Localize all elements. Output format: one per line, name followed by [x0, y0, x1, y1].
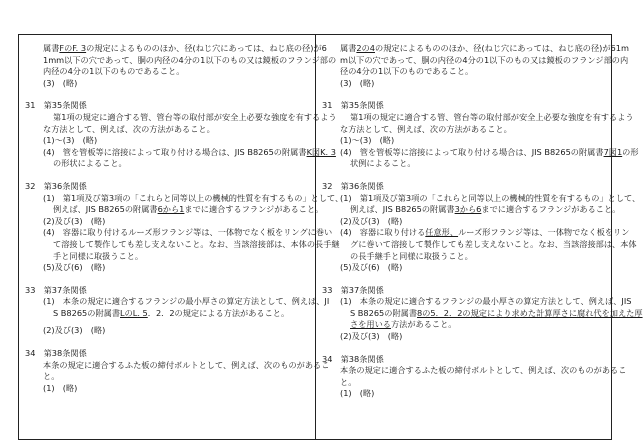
text-line: 状例によること。	[350, 158, 416, 169]
section-title: 33 第37条関係	[25, 284, 87, 295]
item-line: (3) (略)	[340, 77, 375, 88]
item-line: (1) (略)	[340, 388, 375, 399]
item-line: (2)及び(3) (略)	[340, 215, 403, 226]
text-line: 内径の4分の1以下のものであること。	[43, 66, 185, 77]
text-line: の形状によること。	[53, 158, 127, 169]
item-line: (2)及び(3) (略)	[340, 331, 403, 342]
left-column	[25, 43, 344, 394]
text-line: と。	[43, 371, 60, 382]
text-line: 属書FのF. 3の規定によるもののほか、径(ねじ穴にあっては、ねじ底の径)が6	[43, 43, 327, 53]
text-line: (1) 第1項及び第3項の「これらと同等以上の機械的性質を有するもの」として、	[43, 192, 344, 203]
text-line: 第1項の規定に適合する管、管台等の取付部が安全上必要な強度を有するよう	[53, 111, 337, 122]
item-line: (1) (略)	[43, 382, 78, 393]
section-title: 34 第38条関係	[322, 353, 384, 364]
item-line: (4) 管を管板等に溶接によって取り付ける場合は、JIS B8265の附属書7図1の形	[340, 146, 639, 157]
text-line: 本条の規定に適合するふた板の締付ボルトとして、例えば、次のものがあるこ	[340, 365, 627, 376]
comparison-table	[18, 34, 643, 440]
text-line: 1mm以下の穴であって、胴の内径の4分の1以下のもの又は鏡板のフランジ部の	[43, 54, 337, 65]
item-line: (1)～(3) (略)	[340, 135, 395, 146]
text-line: 手と同様に取扱うこと。	[53, 250, 144, 261]
item-line: (5)及び(6) (略)	[43, 262, 106, 273]
item-line: (1)～(3) (略)	[43, 135, 98, 146]
text-line: (4) 容器に取り付ける任意形、ルーズ形フランジ等は、一体物でなく板をリン	[340, 227, 630, 238]
text-line: グに巻いて溶接して製作しても差し支えないこと。なお、当該溶接部は、本体	[350, 238, 637, 249]
text-line: (1) 第1項及び第3項の「これらと同等以上の機械的性質を有するもの」として、	[340, 192, 641, 203]
text-line: 本条の規定に適合するふた板の締付ボルトとして、例えば、次のものがあるこ	[43, 359, 330, 370]
section-title: 31 第35条関係	[322, 100, 384, 111]
text-line: て溶接して製作しても差し支えないこと。なお、当該溶接部は、本体の長手継	[53, 238, 340, 249]
text-line: 例えば、JIS B8265の附属書3から6までに適合するフランジがあること。	[350, 204, 621, 215]
section-title: 34 第38条関係	[25, 348, 87, 359]
section-title: 32 第36条関係	[25, 180, 87, 191]
text-line: m以下の穴であって、胴の内径の4分の1以下のもの又は鏡板のフランジ部の内	[340, 54, 629, 65]
text-line: さを用いる方法があること。	[350, 319, 457, 330]
section-title: 32 第36条関係	[322, 180, 384, 191]
text-line: S B8265の附属書8の5．2．2の規定により求めた計算厚さに腐れ代を加えた厚	[350, 307, 643, 318]
item-line: (2)及び(3) (略)	[43, 215, 106, 226]
section-title: 31 第35条関係	[25, 100, 87, 111]
text-line: な方法として、例えば、次の方法があること。	[43, 123, 215, 134]
text-line: 例えば、JIS B8265の附属書6から1までに適合するフランジがあること。	[53, 204, 324, 215]
text-line: S B8265の附属書LのL. 5．2．2の規定による方法があること。	[53, 307, 290, 318]
item-line: (3) (略)	[43, 77, 78, 88]
text-line: (4) 容器に取り付けるルーズ形フランジ等は、一体物でなく板をリングに巻い	[43, 227, 333, 238]
text-line: 第1項の規定に適合する管、管台等の取付部が安全上必要な強度を有するよう	[350, 111, 634, 122]
text-line: 径の4分の1以下のものであること。	[340, 66, 474, 77]
text-line: と。	[340, 376, 357, 387]
text-line: の長手継手と同様に取扱うこと。	[350, 250, 473, 261]
item-line: (4) 管を管板等に溶接によって取り付ける場合は、JIS B8265の附属書K図K. 3	[43, 146, 336, 157]
text-line: (1) 本条の規定に適合するフランジの最小厚さの算定方法として、例えば、JIS	[340, 296, 632, 307]
item-line: (2)及び(3) (略)	[43, 325, 106, 336]
right-column	[322, 43, 643, 400]
item-line: (5)及び(6) (略)	[340, 262, 403, 273]
text-line: 属書2の4の規定によるもののほか、径(ねじ穴にあっては、ねじ底の径)が61m	[340, 43, 629, 53]
text-line: な方法として、例えば、次の方法があること。	[340, 123, 512, 134]
section-title: 33 第37条関係	[322, 284, 384, 295]
text-line: (1) 本条の規定に適合するフランジの最小厚さの算定方法として、例えば、JI	[43, 296, 330, 307]
